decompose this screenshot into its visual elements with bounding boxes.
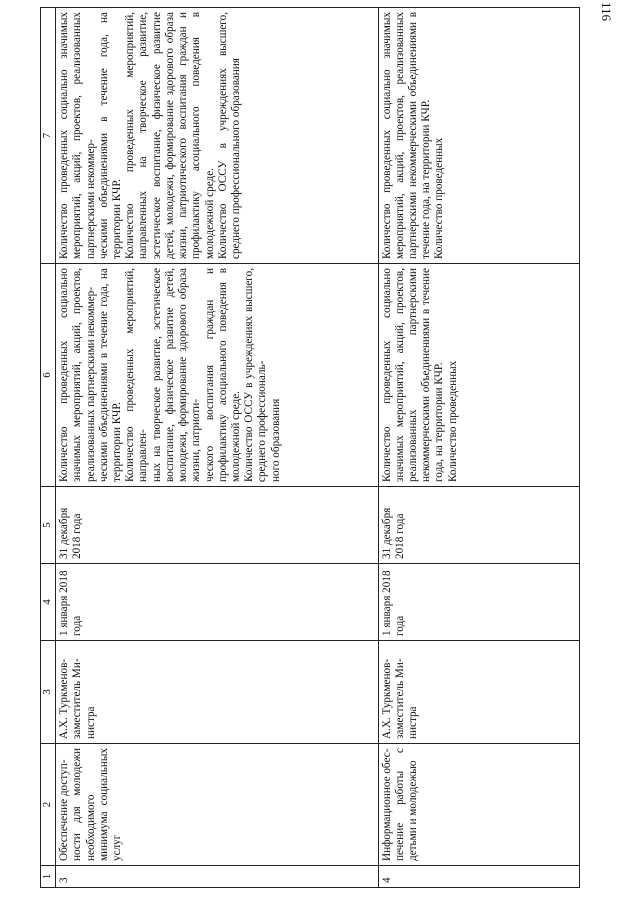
indicator-cell: Количество проведенных социально значимых мероприятий, акций, проектов, реализованных партнерскими некоммер- ческими объединениями в течение года, на территории КЧР. Количество проведенных мероприятий, направленных на творческое развитие, эстетическое воспитание, физическое развитие детей, молодежи, формирование здорового образа жизни, патриотического воспитания граждан и профилактику асоциального поведения в молодежной среде. Количество ОССУ в учреждениях высшего, среднего профессионального образования (56, 8, 378, 264)
table-row (378, 8, 580, 888)
header-col-4: 4 (41, 564, 56, 641)
task-cell: Информационное обес- печение работы с детьми и молодежью (378, 744, 580, 866)
rotated-table-wrapper (40, 8, 580, 888)
header-col-1: 1 (41, 866, 56, 888)
task-cell: Обеспечение доступ- ности для молодежи необходимого минимума социальных услуг (56, 744, 378, 866)
indicator-cell: Количество проведенных социально значимых мероприятий, акций, проектов, реализованных партнерскими некоммерческими объединениями в течение года, на территории КЧР. Количество проведенных (378, 8, 580, 264)
row-number: 3 (56, 866, 378, 888)
end-date-cell: 31 декабря 2018 года (56, 487, 378, 564)
responsible-cell: А.Х. Туркменов- заместитель Ми- нистра (56, 641, 378, 744)
header-col-5: 5 (41, 487, 56, 564)
plan-table (40, 7, 580, 888)
result-cell: Количество проведенных социально значимых мероприятий, акций, проектов, реализованных партнерскими некоммерческими объединениями в течение года, на территории КЧР. Количество проведенных (378, 264, 580, 487)
header-col-2: 2 (41, 744, 56, 866)
start-date-cell: 1 января 2018 года (56, 564, 378, 641)
header-col-6: 6 (41, 264, 56, 487)
end-date-cell: 31 декабря 2018 года (378, 487, 580, 564)
start-date-cell: 1 января 2018 года (378, 564, 580, 641)
row-number: 4 (378, 866, 580, 888)
table-row (56, 8, 378, 888)
rotated-sheet (40, 8, 580, 888)
page-number: 116 (599, 2, 614, 22)
header-col-3: 3 (41, 641, 56, 744)
header-row (41, 8, 56, 888)
responsible-cell: А.Х. Туркменов- заместитель Ми- нистра (378, 641, 580, 744)
header-col-7: 7 (41, 8, 56, 264)
result-cell: Количество проведенных социально значимых мероприятий, акций, проектов, реализованных партнерскими некоммер- ческими объединениями в течение года, на территории КЧР. Количество проведенных мероприятий, направлен- ных на творческое развитие, эстетическое воспитание, физическое развитие детей, молодежи, формирование здорового образа жизни, патриоти- ческого воспитания граждан и профилактику асоциального поведения в молодежной среде. Количество ОССУ в учреждениях высшего, среднего профессиональ- ного образования (56, 264, 378, 487)
